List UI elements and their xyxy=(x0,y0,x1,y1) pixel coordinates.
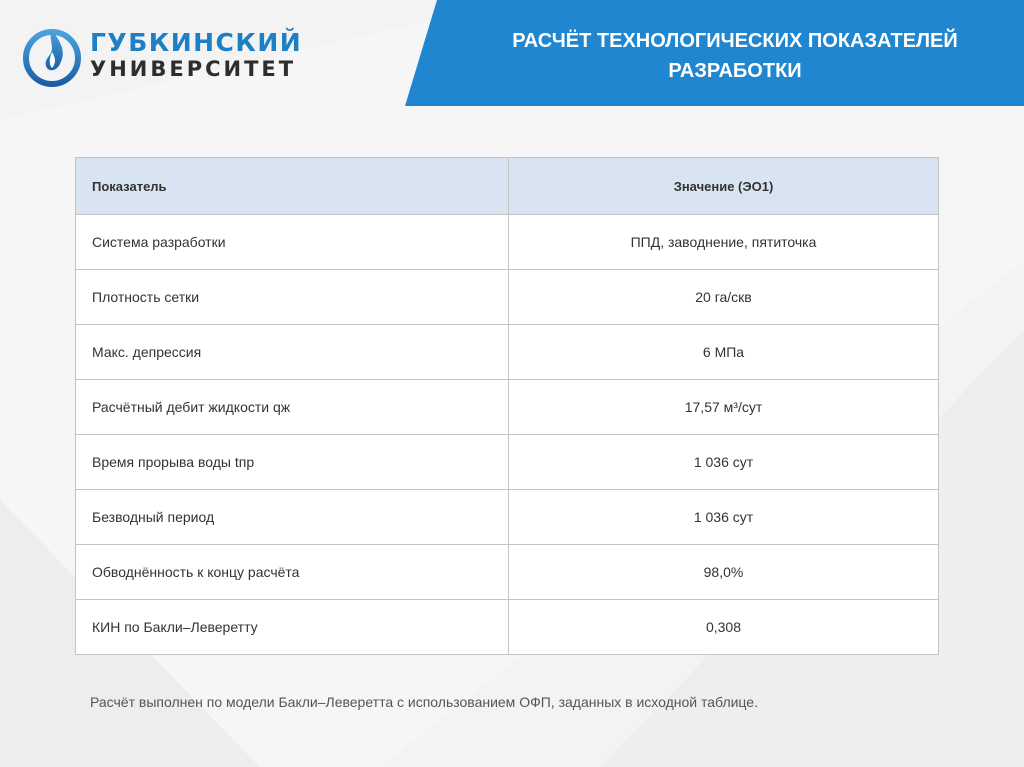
value-cell: ППД, заводнение, пятиточка xyxy=(509,215,939,270)
table-row xyxy=(76,215,939,270)
table-row xyxy=(76,490,939,545)
table-row xyxy=(76,600,939,655)
value-cell: 20 га/скв xyxy=(509,270,939,325)
indicator-cell: Время прорыва воды tпр xyxy=(76,435,509,490)
value-cell: 98,0% xyxy=(509,545,939,600)
value-cell: 1 036 сут xyxy=(509,490,939,545)
indicator-cell: Система разработки xyxy=(76,215,509,270)
logo-text-line2: УНИВЕРСИТЕТ xyxy=(90,57,297,81)
column-header-value: Значение (ЭО1) xyxy=(509,158,939,215)
value-cell: 17,57 м³/сут xyxy=(509,380,939,435)
value-cell: 1 036 сут xyxy=(509,435,939,490)
indicator-cell: Безводный период xyxy=(76,490,509,545)
indicator-cell: Обводнённость к концу расчёта xyxy=(76,545,509,600)
indicator-cell: Расчётный дебит жидкости qж xyxy=(76,380,509,435)
logo-text-line1: ГУБКИНСКИЙ xyxy=(90,28,303,57)
footnote: Расчёт выполнен по модели Бакли–Леверетта с использованием ОФП, заданных в исходной таблице. xyxy=(90,694,758,710)
value-cell: 0,308 xyxy=(509,600,939,655)
slide-title-line2: РАЗРАБОТКИ xyxy=(668,60,802,82)
table-row xyxy=(76,380,939,435)
table-row xyxy=(76,270,939,325)
indicator-cell: КИН по Бакли–Леверетту xyxy=(76,600,509,655)
table-header-row xyxy=(76,158,939,215)
slide-title-line1: РАСЧЁТ ТЕХНОЛОГИЧЕСКИХ ПОКАЗАТЕЛЕЙ xyxy=(512,30,958,52)
indicator-cell: Макс. депрессия xyxy=(76,325,509,380)
value-cell: 6 МПа xyxy=(509,325,939,380)
table-row xyxy=(76,435,939,490)
table-row xyxy=(76,545,939,600)
indicator-cell: Плотность сетки xyxy=(76,270,509,325)
column-header-indicator: Показатель xyxy=(76,158,509,215)
slide-title xyxy=(455,26,1015,86)
indicators-table xyxy=(75,157,939,655)
table-row xyxy=(76,325,939,380)
flame-logo-icon xyxy=(22,22,82,88)
university-logo xyxy=(22,22,302,88)
